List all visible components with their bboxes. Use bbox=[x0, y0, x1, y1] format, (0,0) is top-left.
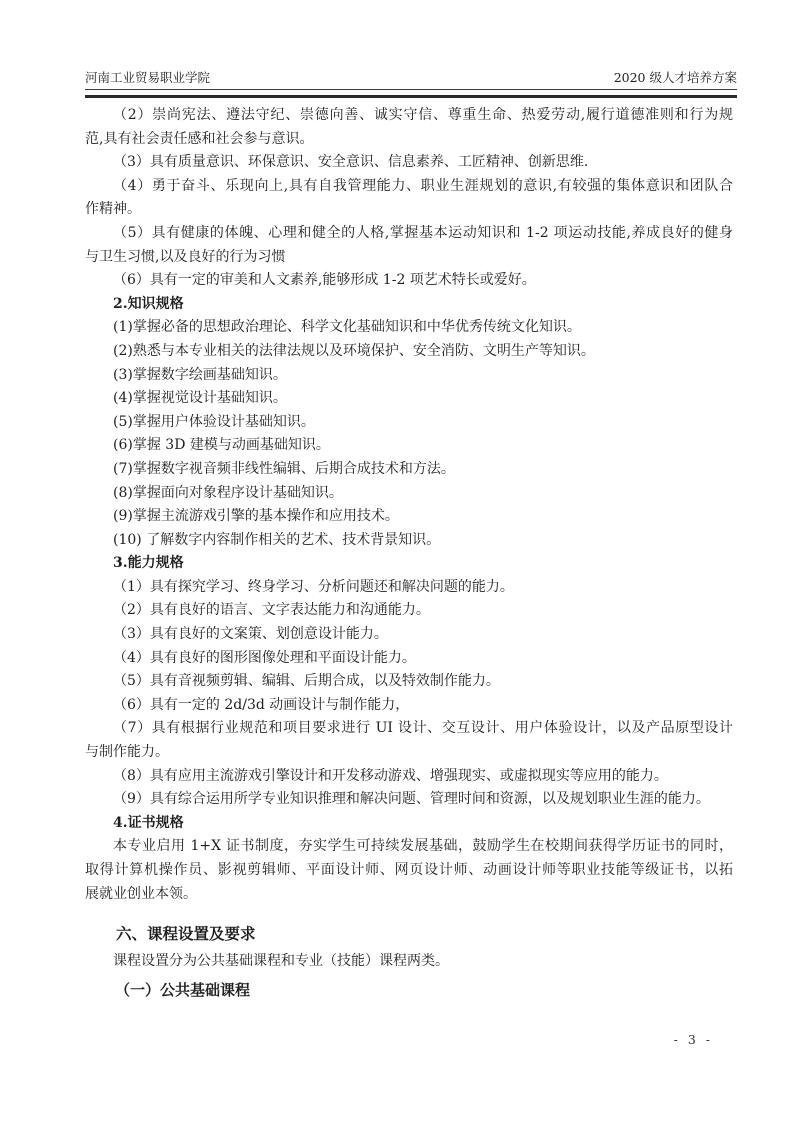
text-line: (2)熟悉与本专业相关的法律法规以及环境保护、安全消防、文明生产等知识。 bbox=[113, 342, 595, 359]
page-number: - 3 - bbox=[673, 1032, 713, 1047]
text-line: (4)掌握视觉设计基础知识。 bbox=[113, 390, 287, 407]
paragraph bbox=[85, 269, 733, 293]
text-line: 4.证书规格 bbox=[113, 814, 184, 831]
text-line: （一）公共基础课程 bbox=[115, 980, 251, 999]
paragraph bbox=[85, 505, 733, 529]
paragraph bbox=[85, 387, 733, 411]
text-line: （2）具有良好的语言、文字表达能力和沟通能力。 bbox=[113, 602, 430, 619]
text-line: (6)掌握 3D 建模与动画基础知识。 bbox=[113, 437, 330, 454]
text-line: 展就业创业本领。 bbox=[85, 885, 197, 902]
text-line: （8）具有应用主流游戏引擎设计和开发移动游戏、增强现实、或虚拟现实等应用的能力。 bbox=[113, 767, 668, 784]
paragraph bbox=[85, 835, 733, 906]
text-line: 与制作能力。 bbox=[85, 744, 169, 761]
text-line: （3）具有良好的文案策、划创意设计能力。 bbox=[113, 626, 388, 643]
text-line: 范,具有社会责任感和社会参与意识。 bbox=[85, 130, 314, 147]
paragraph bbox=[85, 670, 733, 694]
text-line: 3.能力规格 bbox=[113, 555, 184, 572]
text-line: （6）具有一定的审美和人文素养,能够形成 1-2 项艺术特长或爱好。 bbox=[113, 272, 536, 289]
text-line: 本专业启用 1+X 证书制度，夯实学生可持续发展基础，鼓励学生在校期间获得学历证书的同时， bbox=[113, 838, 733, 855]
text-line: （6）具有一定的 2d/3d 动画设计与制作能力， bbox=[113, 696, 410, 713]
paragraph bbox=[85, 765, 733, 789]
text-line: (1)掌握必备的思想政治理论、科学文化基础知识和中华优秀传统文化知识。 bbox=[113, 319, 581, 336]
text-line: (3)掌握数字绘画基础知识。 bbox=[113, 366, 287, 383]
paragraph bbox=[85, 364, 733, 388]
text-line: （7）具有根据行业规范和项目要求进行 UI 设计、交互设计、用户体验设计，以及产品原型设计 bbox=[113, 720, 733, 737]
paragraph bbox=[85, 647, 733, 671]
document-body bbox=[85, 104, 733, 1003]
paragraph bbox=[85, 482, 733, 506]
header-school-name: 河南工业贸易职业学院 bbox=[85, 70, 211, 85]
text-line: （4）具有良好的图形图像处理和平面设计能力。 bbox=[113, 649, 416, 666]
paragraph bbox=[85, 151, 733, 175]
paragraph bbox=[85, 576, 733, 600]
page-header bbox=[85, 70, 737, 85]
subhead-heading bbox=[85, 812, 733, 836]
paragraph bbox=[85, 529, 733, 553]
paragraph bbox=[85, 434, 733, 458]
text-line: (5)掌握用户体验设计基础知识。 bbox=[113, 413, 315, 430]
text-line: （9）具有综合运用所学专业知识推理和解决问题、管理时间和资源，以及规划职业生涯的能力。 bbox=[113, 791, 710, 808]
paragraph bbox=[85, 950, 733, 974]
text-line: 六、课程设置及要求 bbox=[116, 924, 256, 944]
section-heading bbox=[85, 921, 733, 946]
header-divider bbox=[85, 89, 737, 98]
text-line: 与卫生习惯,以及良好的行为习惯 bbox=[85, 248, 286, 265]
text-line: （5）具有音视频剪辑、编辑、后期合成，以及特效制作能力。 bbox=[113, 673, 500, 690]
text-line: （2）崇尚宪法、遵法守纪、崇德向善、诚实守信、尊重生命、热爱劳动,履行道德准则和行为规 bbox=[113, 107, 733, 123]
text-line: 取得计算机操作员、影视剪辑师、平面设计师、网页设计师、动画设计师等职业技能等级证书，以拓 bbox=[85, 862, 733, 878]
paragraph bbox=[85, 788, 733, 812]
paragraph bbox=[85, 717, 733, 764]
paragraph bbox=[85, 458, 733, 482]
paragraph bbox=[85, 411, 733, 435]
text-line: 课程设置分为公共基础课程和专业（技能）课程两类。 bbox=[113, 953, 449, 970]
header-plan-title: 2020 级人才培养方案 bbox=[613, 70, 737, 85]
text-line: (10) 了解数字内容制作相关的艺术、技术背景知识。 bbox=[113, 531, 441, 548]
text-line: 2.知识规格 bbox=[113, 295, 184, 312]
paragraph bbox=[85, 104, 733, 151]
paragraph bbox=[85, 623, 733, 647]
text-line: (9)掌握主流游戏引擎的基本操作和应用技术。 bbox=[113, 508, 399, 525]
paragraph bbox=[85, 694, 733, 718]
paragraph bbox=[85, 599, 733, 623]
text-line: (8)掌握面向对象程序设计基础知识。 bbox=[113, 484, 343, 501]
paragraph bbox=[85, 316, 733, 340]
text-line: （4）勇于奋斗、乐现向上,具有自我管理能力、职业生涯规划的意识,有较强的集体意识和团队合 bbox=[113, 177, 733, 194]
text-line: （5）具有健康的体魄、心理和健全的人格,掌握基本运动知识和 1-2 项运动技能,养成良好的健身 bbox=[113, 224, 733, 241]
subhead-heading bbox=[85, 293, 733, 317]
text-line: （1）具有探究学习、终身学习、分析问题还和解决问题的能力。 bbox=[113, 578, 514, 595]
text-line: 作精神。 bbox=[85, 201, 141, 218]
paragraph bbox=[85, 222, 733, 269]
text-line: （3）具有质量意识、环保意识、安全意识、信息素养、工匠精神、创新思维. bbox=[113, 154, 589, 171]
text-line: (7)掌握数字视音频非线性编辑、后期合成技术和方法。 bbox=[113, 460, 455, 477]
subhead-heading bbox=[85, 552, 733, 576]
paragraph bbox=[85, 175, 733, 222]
subsection-heading bbox=[85, 977, 733, 1003]
paragraph bbox=[85, 340, 733, 364]
